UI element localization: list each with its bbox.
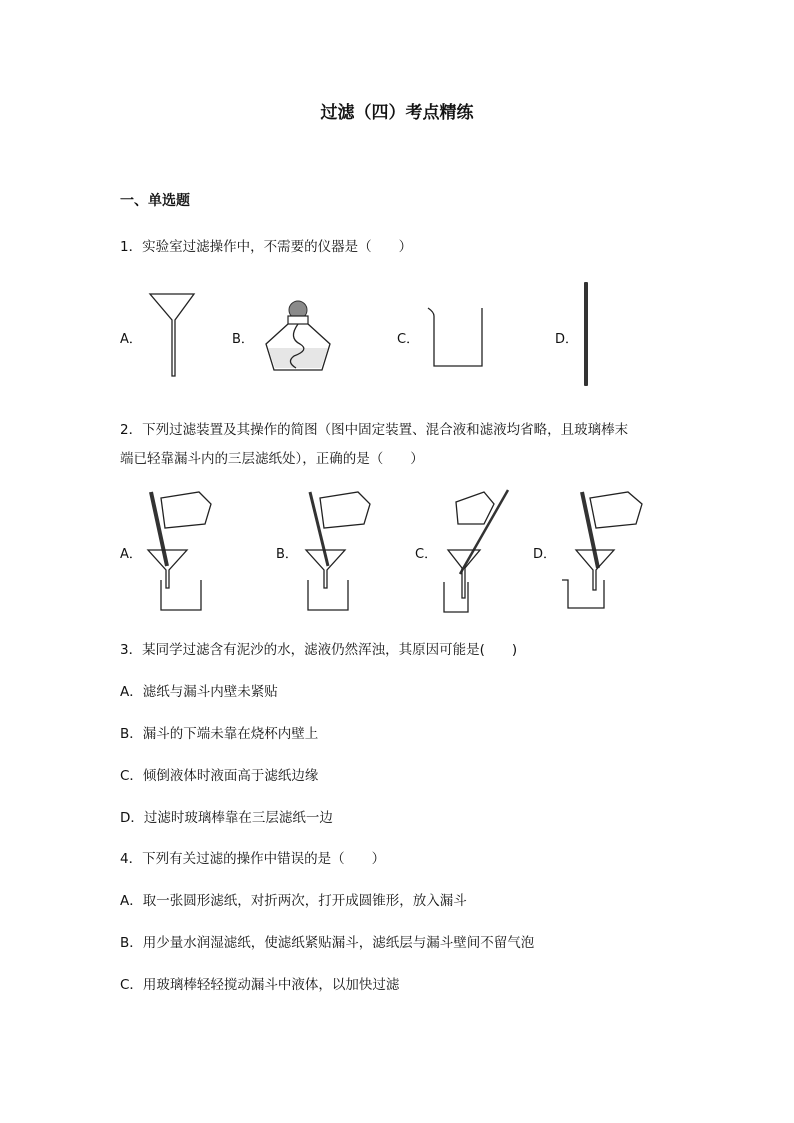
funnel-icon [148,290,198,380]
q2-stem-line2: 端已轻靠漏斗内的三层滤纸处），正确的是（ ） [120,451,424,467]
q3-stem: 3．某同学过滤含有泥沙的水，滤液仍然浑浊，其原因可能是( ) [120,642,518,658]
q4-option-a: A．取一张圆形滤纸，对折两次，打开成圆锥形，放入漏斗 [120,893,467,909]
section-heading: 一、单选题 [120,193,190,209]
filtration-setup-b-icon [300,488,375,613]
q4-option-c: C．用玻璃棒轻轻搅动漏斗中液体，以加快过滤 [120,977,400,993]
q2-label-a: A． [120,547,142,562]
page-title: 过滤（四）考点精练 [320,103,474,123]
alcohol-lamp-icon [258,298,338,378]
q3-option-a: A．滤纸与漏斗内壁未紧贴 [120,684,278,700]
q1-label-d: D． [555,332,579,347]
q1-label-b: B． [232,332,254,347]
q1-label-c: C． [397,332,420,347]
q2-label-b: B． [276,547,298,562]
q4-stem: 4．下列有关过滤的操作中错误的是（ ） [120,851,386,867]
q1-label-a: A． [120,332,142,347]
q2-label-c: C． [415,547,438,562]
q2-stem-line1: 2．下列过滤装置及其操作的简图（图中固定装置、混合液和滤液均省略，且玻璃棒末 [120,422,629,438]
q1-stem: 1．实验室过滤操作中，不需要的仪器是（ ） [120,239,413,255]
q2-label-d: D． [533,547,557,562]
filtration-setup-d-icon [558,488,648,613]
q3-option-b: B．漏斗的下端未靠在烧杯内壁上 [120,726,319,742]
beaker-icon [426,304,488,370]
q3-option-d: D．过滤时玻璃棒靠在三层滤纸一边 [120,810,333,826]
filtration-setup-a-icon [145,488,220,613]
filtration-setup-c-icon [440,488,515,613]
glass-rod-icon [582,280,592,390]
q3-option-c: C．倾倒液体时液面高于滤纸边缘 [120,768,319,784]
q4-option-b: B．用少量水润湿滤纸，使滤纸紧贴漏斗，滤纸层与漏斗壁间不留气泡 [120,935,535,951]
